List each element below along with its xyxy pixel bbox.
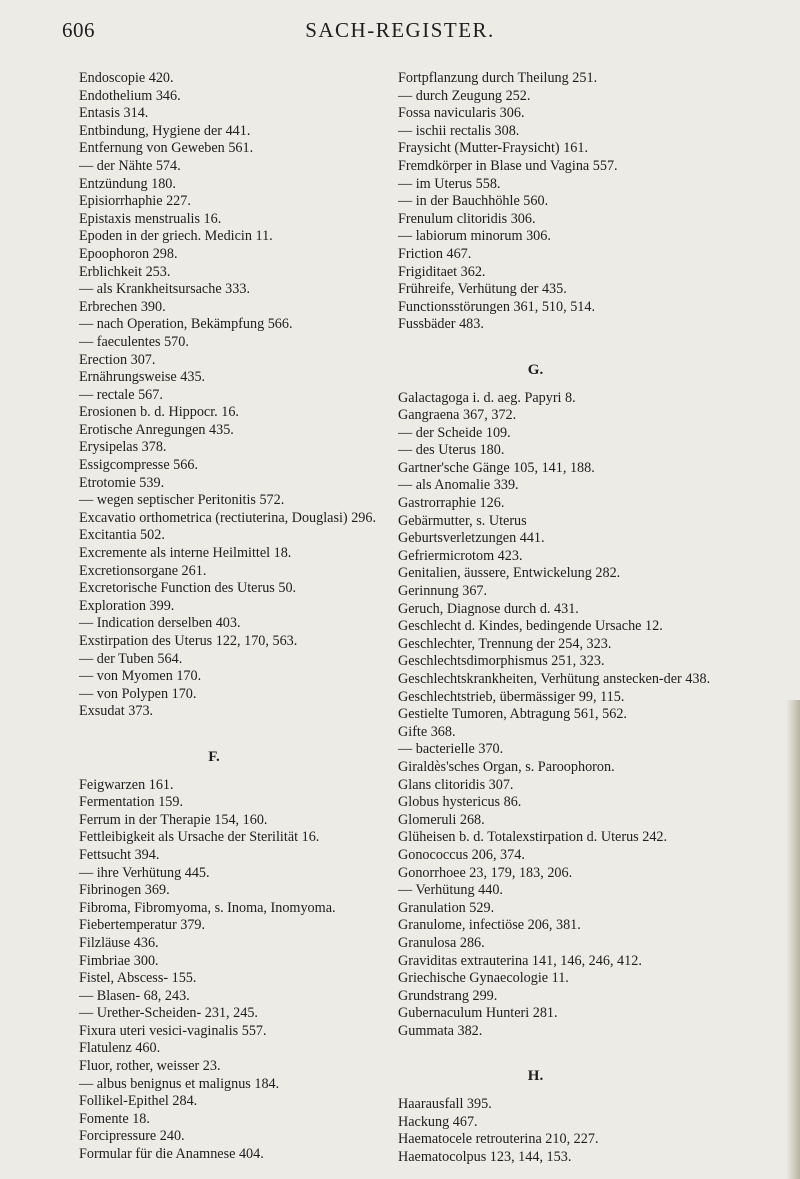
index-entry: Functionsstörungen 361, 510, 514.	[398, 298, 596, 315]
index-entry: Entfernung von Geweben 561.	[79, 140, 254, 157]
index-entry: Gestielte Tumoren, Abtragung 561, 562.	[398, 706, 627, 723]
index-entry: Fistel, Abscess- 155.	[79, 970, 197, 987]
index-entry: — im Uterus 558.	[398, 175, 501, 192]
index-entry: Frigiditaet 362.	[398, 263, 486, 280]
index-entry: — Indication derselben 403.	[79, 615, 241, 632]
index-entry: Fraysicht (Mutter-Fraysicht) 161.	[398, 140, 589, 157]
index-entry: Ferrum in der Therapie 154, 160.	[79, 811, 268, 828]
index-entry: Exstirpation des Uterus 122, 170, 563.	[79, 633, 298, 649]
index-entry: Frühreife, Verhütung der 435.	[398, 281, 567, 298]
index-entry: Formular für die Anamnese 404.	[79, 1146, 264, 1163]
index-entry: Gastrorraphie 126.	[398, 495, 505, 512]
index-entry: Fremdkörper in Blase und Vagina 557.	[398, 157, 618, 174]
index-entry: Gangraena 367, 372.	[398, 407, 517, 424]
page-number: 606	[62, 18, 95, 42]
index-entry: Fiebertemperatur 379.	[79, 917, 206, 934]
index-entry: Granulome, infectiöse 206, 381.	[398, 917, 581, 934]
index-entry: — der Scheide 109.	[398, 424, 511, 441]
index-entry: Erection 307.	[79, 351, 156, 368]
index-entry: Gartner'sche Gänge 105, 141, 188.	[398, 459, 595, 476]
index-entry: Granulosa 286.	[398, 934, 485, 951]
index-entry: Forcipressure 240.	[79, 1128, 185, 1145]
index-entry: Frenulum clitoridis 306.	[398, 210, 536, 227]
running-title: SACH-REGISTER.	[305, 18, 495, 42]
index-entry: — von Polypen 170.	[79, 685, 197, 702]
index-entry: Geschlechtskrankheiten, Verhütung anstecken-der 438.	[398, 671, 711, 687]
index-entry: — durch Zeugung 252.	[398, 87, 531, 104]
index-entry: — in der Bauchhöhle 560.	[398, 193, 549, 210]
index-entry: Geschlechtsdimorphismus 251, 323.	[398, 653, 605, 670]
index-entry: Fettleibigkeit als Ursache der Sterilität 16.	[79, 829, 320, 846]
index-column-right	[398, 70, 733, 1166]
index-entry: Epoden in der griech. Medicin 11.	[79, 228, 273, 245]
index-entry: — faeculentes 570.	[79, 333, 189, 350]
index-entry: Haarausfall 395.	[398, 1096, 492, 1113]
index-entry: Fossa navicularis 306.	[398, 105, 525, 122]
index-entry: — Verhütung 440.	[398, 882, 503, 899]
index-entry: Gifte 368.	[398, 723, 456, 740]
index-entry: Entasis 314.	[79, 105, 149, 122]
page-edge-shadow	[786, 700, 800, 1179]
index-entry: Fomente 18.	[79, 1110, 150, 1127]
index-entry: Fettsucht 394.	[79, 846, 160, 863]
index-entry: Gonorrhoee 23, 179, 183, 206.	[398, 864, 573, 881]
index-entry: Epoophoron 298.	[79, 245, 178, 262]
index-entry: Geschlechtstrieb, übermässiger 99, 115.	[398, 688, 625, 705]
index-entry: — Blasen- 68, 243.	[79, 987, 190, 1004]
index-entry: Erotische Anregungen 435.	[79, 421, 234, 438]
index-entry: Endothelium 346.	[79, 87, 181, 104]
index-entry: Feigwarzen 161.	[79, 776, 174, 793]
index-entry: — Urether-Scheiden- 231, 245.	[79, 1005, 258, 1022]
index-entry: — der Nähte 574.	[79, 157, 181, 174]
index-entry: Glans clitoridis 307.	[398, 776, 514, 793]
index-entry: — bacterielle 370.	[398, 741, 504, 758]
index-entry: Fluor, rother, weisser 23.	[79, 1058, 221, 1075]
index-entry: Griechische Gynaecologie 11.	[398, 970, 569, 987]
page-header	[0, 18, 800, 48]
index-entry: Granulation 529.	[398, 899, 495, 916]
section-letter: G.	[527, 361, 544, 378]
index-entry: Gonococcus 206, 374.	[398, 846, 525, 863]
index-entry: Entbindung, Hygiene der 441.	[79, 122, 251, 139]
index-entry: Geburtsverletzungen 441.	[398, 530, 545, 547]
index-entry: Geschlechter, Trennung der 254, 323.	[398, 635, 612, 652]
index-entry: — labiorum minorum 306.	[398, 228, 551, 245]
index-entry: — des Uterus 180.	[398, 442, 505, 459]
index-entry: — rectale 567.	[79, 386, 163, 403]
index-entry: Erblichkeit 253.	[79, 263, 171, 280]
index-entry: Exploration 399.	[79, 597, 175, 614]
index-entry: — ischii rectalis 308.	[398, 122, 520, 139]
index-entry: — wegen septischer Peritonitis 572.	[79, 492, 285, 509]
index-entry: Fortpflanzung durch Theilung 251.	[398, 70, 598, 86]
index-entry: Exsudat 373.	[79, 703, 154, 720]
index-entry: Fibroma, Fibromyoma, s. Inoma, Inomyoma.	[79, 899, 336, 916]
index-entry: — als Krankheitsursache 333.	[79, 281, 250, 298]
index-entry: Graviditas extrauterina 141, 146, 246, 412.	[398, 952, 642, 969]
index-entry: Follikel-Epithel 284.	[79, 1093, 198, 1110]
index-entry: Genitalien, äussere, Entwickelung 282.	[398, 565, 621, 582]
index-entry: Entzündung 180.	[79, 175, 176, 192]
index-entry: Fibrinogen 369.	[79, 882, 170, 899]
index-entry: Fixura uteri vesici-vaginalis 557.	[79, 1022, 267, 1039]
index-entry: Fimbriae 300.	[79, 952, 159, 969]
index-entry: — ihre Verhütung 445.	[79, 864, 210, 881]
index-entry: Erysipelas 378.	[79, 439, 167, 456]
index-entry: Ernährungsweise 435.	[79, 369, 206, 386]
section-letter: F.	[208, 748, 220, 765]
index-entry: Endoscopie 420.	[79, 70, 174, 86]
index-entry: Grundstrang 299.	[398, 987, 498, 1004]
index-entry: Gefriermicrotom 423.	[398, 547, 523, 564]
index-entry: — nach Operation, Bekämpfung 566.	[79, 316, 293, 333]
index-entry: Geschlecht d. Kindes, bedingende Ursache 12.	[398, 618, 663, 635]
index-entry: Gerinnung 367.	[398, 583, 488, 600]
index-entry: Excremente als interne Heilmittel 18.	[79, 545, 292, 562]
section-letter: H.	[527, 1068, 544, 1085]
index-entry: — albus benignus et malignus 184.	[79, 1075, 280, 1092]
index-entry: Haematocolpus 123, 144, 153.	[398, 1148, 572, 1165]
index-entry: Galactagoga i. d. aeg. Papyri 8.	[398, 389, 576, 406]
index-entry: Excitantia 502.	[79, 527, 165, 544]
index-entry: Glomeruli 268.	[398, 811, 485, 828]
index-entry: Epistaxis menstrualis 16.	[79, 210, 222, 227]
index-entry: — von Myomen 170.	[79, 668, 202, 685]
index-entry: Excavatio orthometrica (rectiuterina, Douglasi) 296.	[79, 509, 377, 526]
index-entry: Geruch, Diagnose durch d. 431.	[398, 600, 579, 617]
index-entry: Gummata 382.	[398, 1022, 483, 1039]
index-entry: Haematocele retrouterina 210, 227.	[398, 1131, 599, 1148]
index-entry: Etrotomie 539.	[79, 474, 165, 491]
index-entry: Excretionsorgane 261.	[79, 562, 207, 579]
index-entry: Filzläuse 436.	[79, 934, 159, 951]
index-entry: Gebärmutter, s. Uterus	[398, 512, 527, 529]
index-entry: Erosionen b. d. Hippocr. 16.	[79, 404, 239, 421]
index-entry: Fussbäder 483.	[398, 316, 484, 333]
index-entry: Fermentation 159.	[79, 794, 184, 811]
index-entry: Excretorische Function des Uterus 50.	[79, 580, 297, 597]
index-entry: — als Anomalie 339.	[398, 477, 519, 494]
index-entry: Giraldès'sches Organ, s. Paroophoron.	[398, 758, 615, 775]
index-entry: Friction 467.	[398, 245, 472, 262]
index-entry: Erbrechen 390.	[79, 298, 166, 315]
index-entry: Globus hystericus 86.	[398, 794, 522, 811]
index-entry: Episiorrhaphie 227.	[79, 193, 191, 210]
index-entry: Flatulenz 460.	[79, 1040, 161, 1057]
index-column-left	[79, 70, 409, 1164]
index-entry: Gubernaculum Hunteri 281.	[398, 1005, 558, 1022]
index-entry: Hackung 467.	[398, 1113, 478, 1130]
index-entry: Essigcompresse 566.	[79, 457, 199, 474]
index-entry: — der Tuben 564.	[79, 650, 183, 667]
index-entry: Glüheisen b. d. Totalexstirpation d. Uterus 242.	[398, 829, 668, 846]
